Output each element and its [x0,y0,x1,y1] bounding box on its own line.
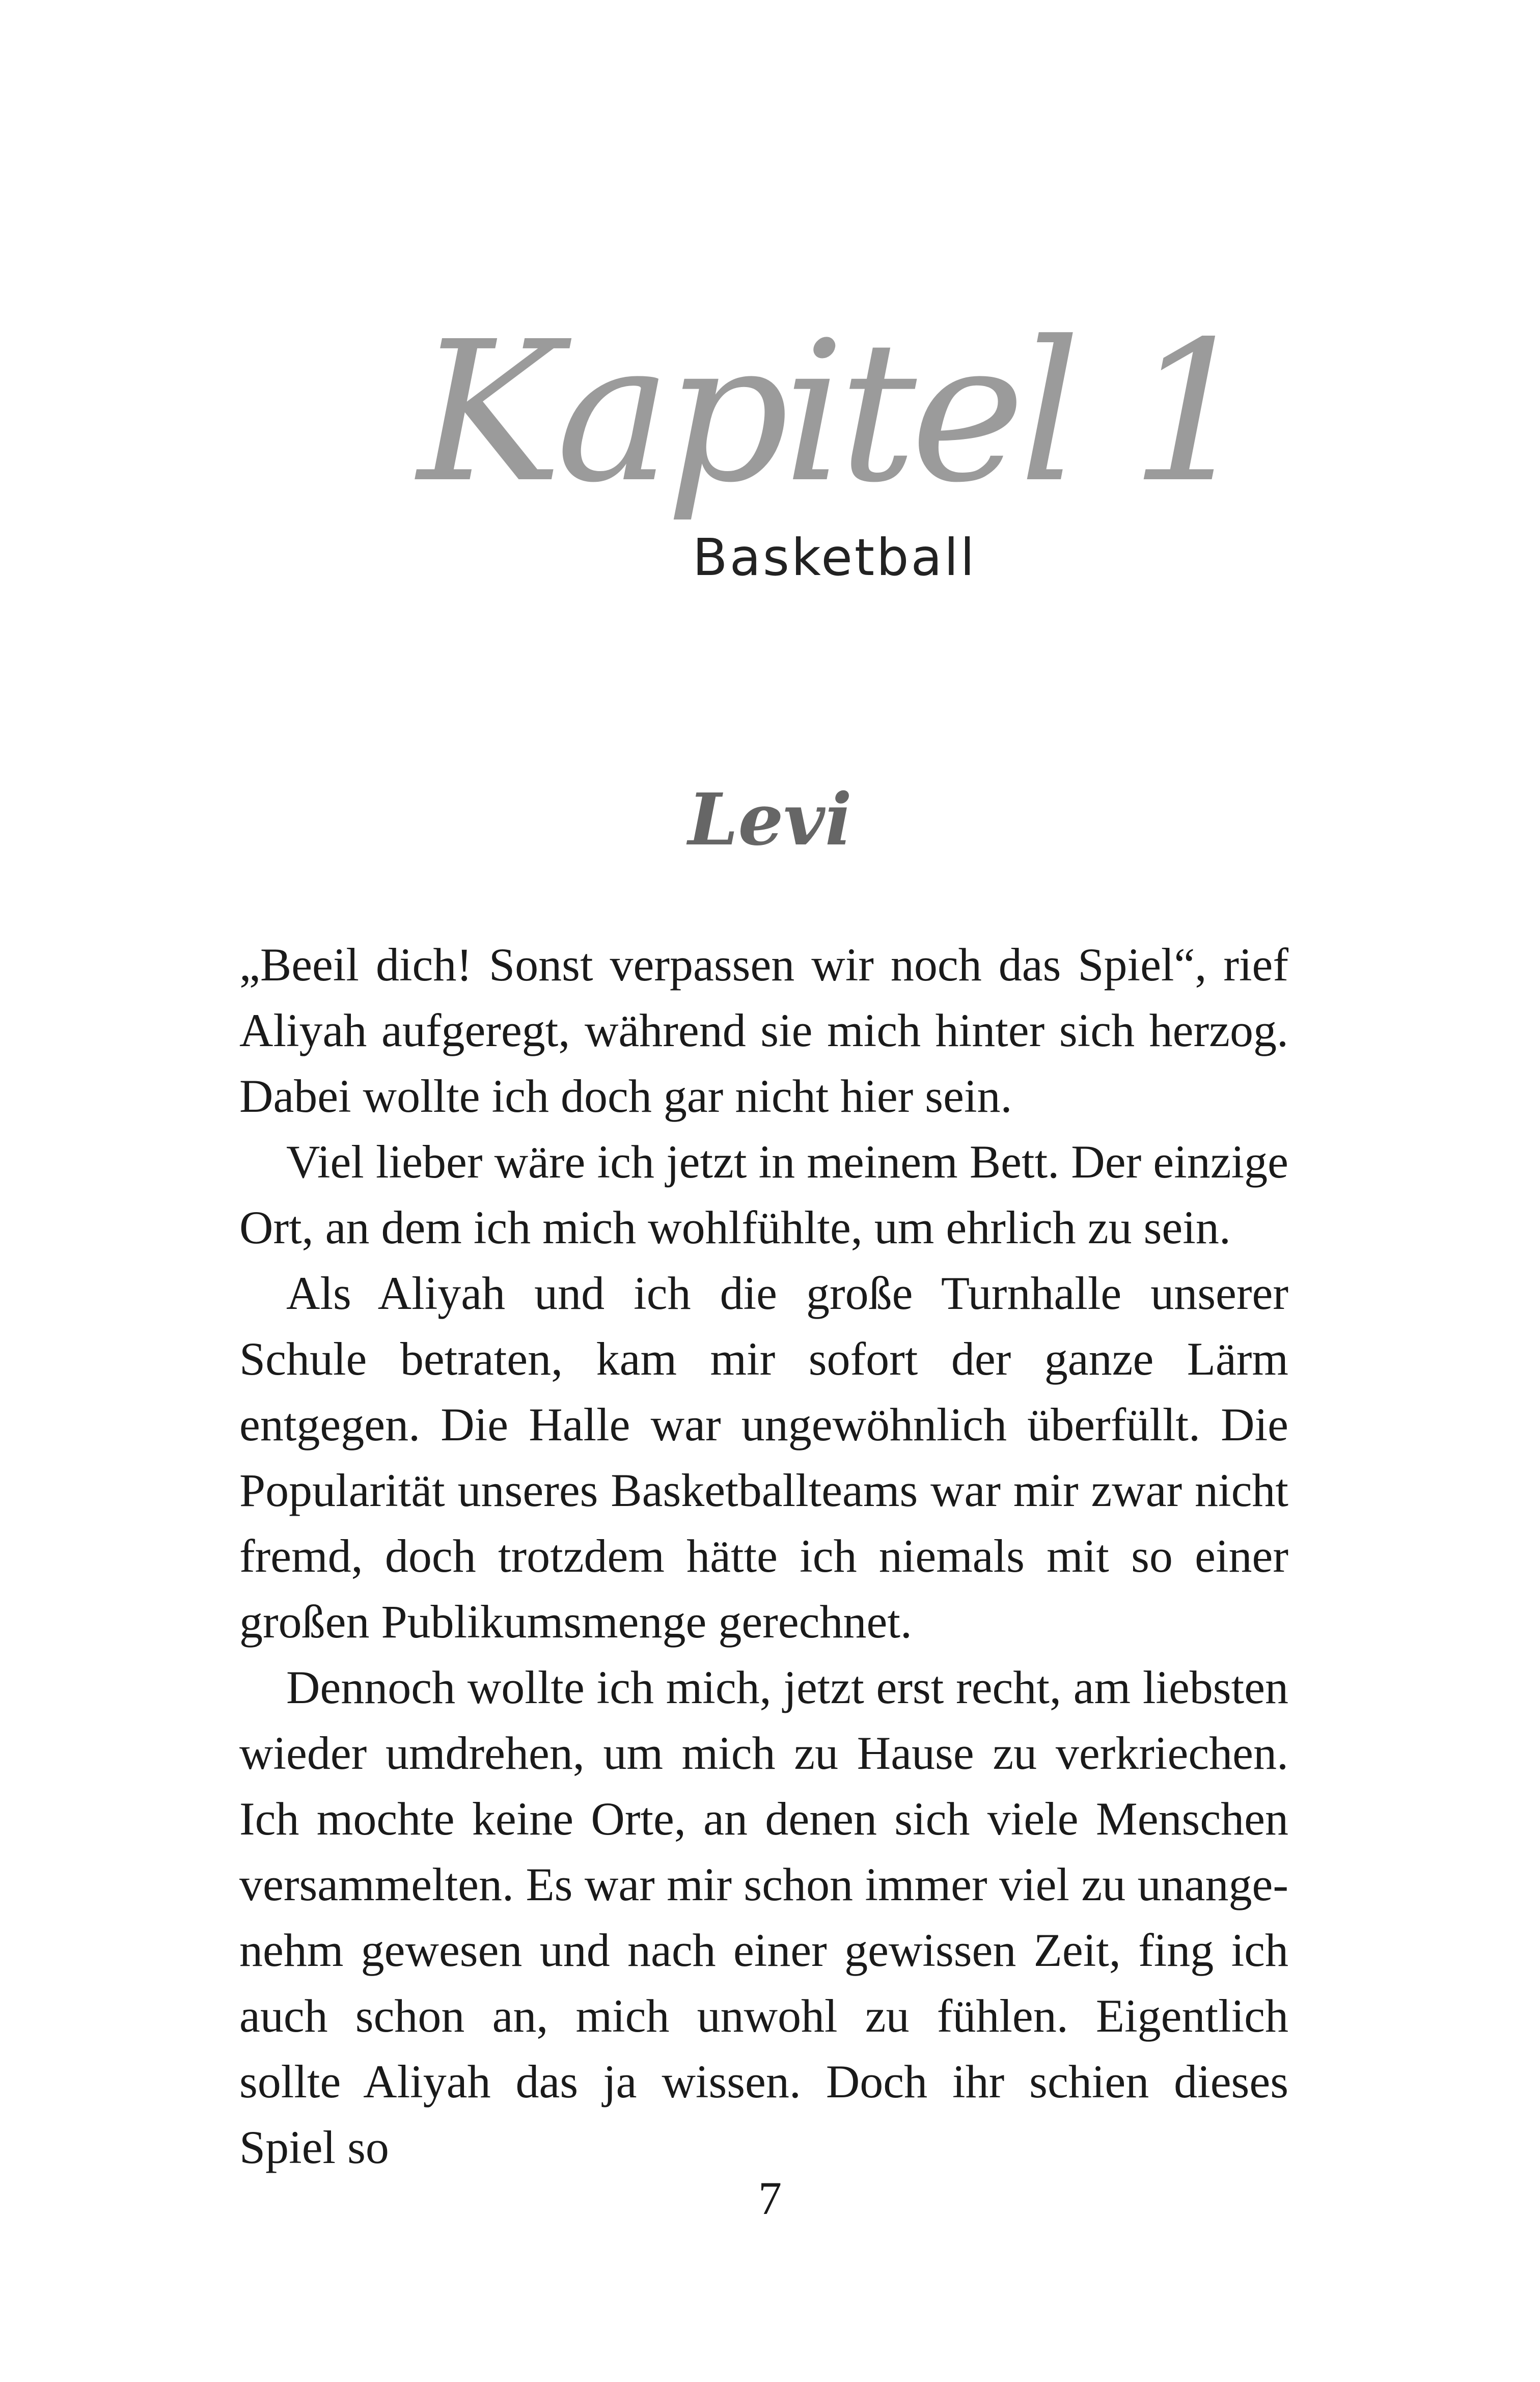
body-text [239,932,1288,2180]
paragraph: Viel lieber wäre ich jetzt in meinem Bett. Der einzige Ort, an dem ich mich wohlfühlte, um ehrlich zu sein. [239,1136,1288,1253]
chapter-title: Kapitel 1 [418,299,1247,525]
paragraph: Als Aliyah und ich die große Turnhalle unserer Schule betraten, kam mir sofort der ganze Lärm entgegen. Die Halle war ungewöhnlich überfüllt. Die Popularität unseres Basketballteams war mir zwar nicht fremd, doch trotzdem hätte ich niemals mit so einer großen Publikumsmenge gerechnet. [239,1267,1288,1648]
chapter-subtitle: Basketball [693,528,977,587]
paragraph: „Beeil dich! Sonst verpassen wir noch das Spiel“, rief Aliyah aufgeregt, während sie mich hinter sich herzog. Dabei wollte ich doch gar nicht hier sein. [239,939,1288,1122]
page-number: 7 [758,2172,782,2224]
paragraph: Dennoch wollte ich mich, jetzt erst recht, am liebsten wieder umdrehen, um mich zu Hause zu verkriechen. Ich mochte keine Orte, an denen sich viele Menschen versammelten. Es war mir schon immer viel zu unangenehm gewesen und nach einer gewissen Zeit, fing ich auch schon an, mich unwohl zu fühlen. Eigentlich sollte Aliyah das ja wissen. Doch ihr schien dieses Spiel so [239,1661,1288,2173]
pov-character-name: Levi [688,778,853,862]
chapter-heading [418,299,1247,601]
